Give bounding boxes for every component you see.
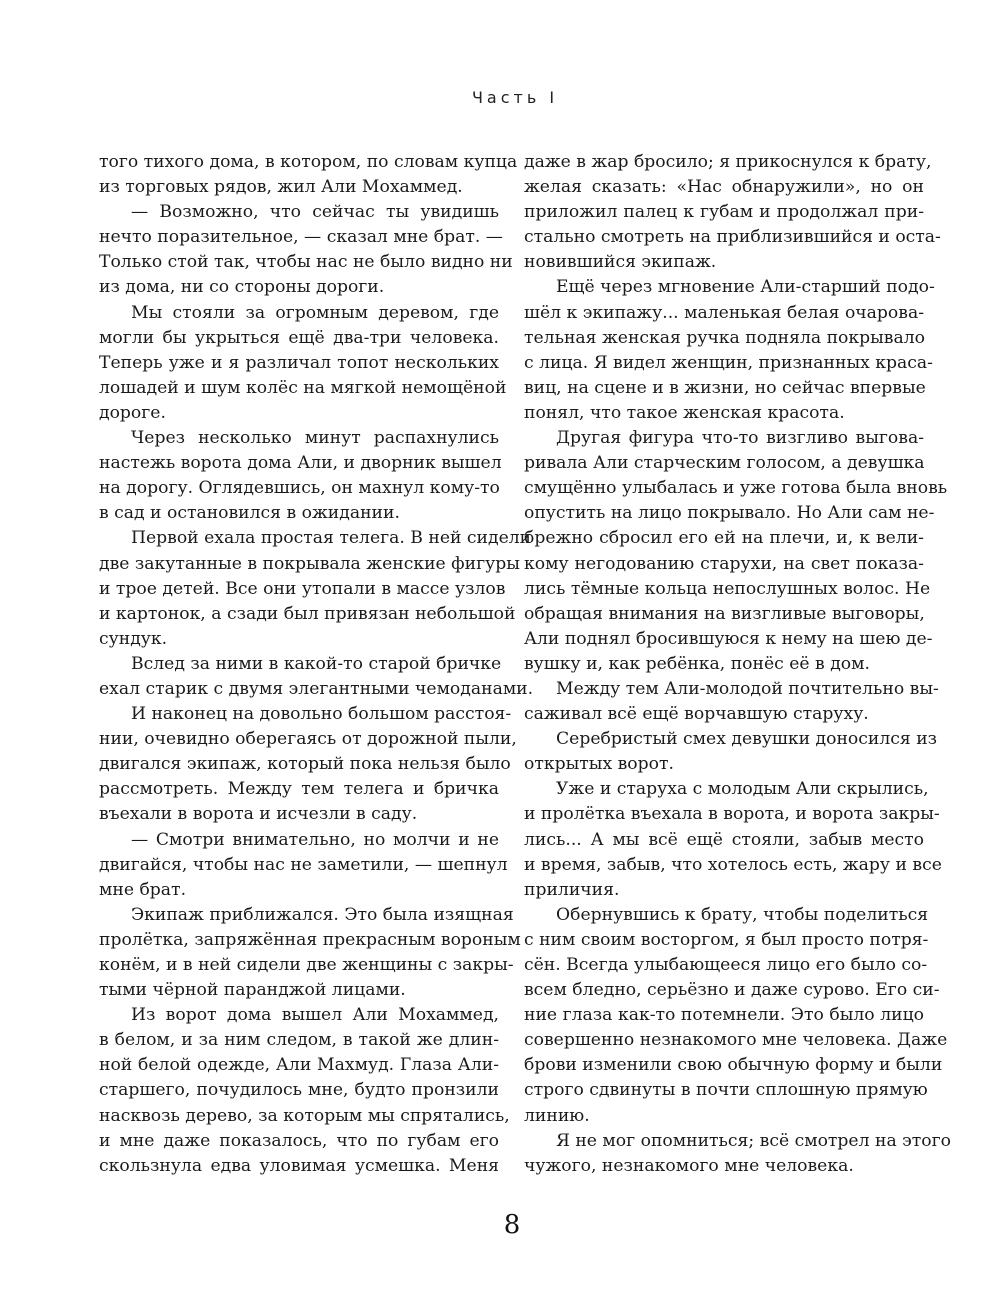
running-head: Часть I [471, 88, 559, 107]
text-line: мне брат. [99, 879, 187, 900]
text-line: и мне даже показалось, что по губам его [99, 1130, 499, 1151]
text-line: всем бледно, серьёзно и даже сурово. Его си- [524, 980, 940, 1001]
text-line: И наконец на довольно большом расстоя- [131, 704, 512, 725]
text-line: и пролётка въехала в ворота, и ворота закры- [524, 804, 940, 825]
text-line: насквозь дерево, за которым мы спрятались, [99, 1105, 510, 1126]
text-line: с ним своим восторгом, я был просто потря- [524, 929, 929, 950]
text-line: сён. Всегда улыбающееся лицо его было со- [524, 955, 928, 975]
text-line: обращая внимания на визгливые выговоры, [524, 603, 925, 624]
text-line: Вслед за ними в какой-то старой бричке [131, 653, 502, 674]
text-line: две закутанные в покрывала женские фигуры [99, 553, 520, 574]
text-line: Экипаж приближался. Это была изящная [131, 904, 514, 925]
text-line: приложил палец к губам и продолжал при- [524, 202, 924, 223]
text-line: из дома, ни со стороны дороги. [99, 277, 385, 298]
text-line: ривала Али старческим голосом, а девушка [524, 453, 925, 474]
text-line: лись тёмные кольца непослушных волос. Не [524, 578, 931, 599]
text-line: саживал всё ещё ворчавшую старуху. [524, 704, 869, 725]
text-line: Али поднял бросившуюся к нему на шею де- [524, 628, 933, 649]
text-line: открытых ворот. [524, 754, 674, 775]
text-line: въехали в ворота и исчезли в саду. [99, 804, 418, 825]
left-text-column [99, 150, 534, 1179]
text-line: с лица. Я видел женщин, признанных краса- [524, 352, 933, 373]
text-line: понял, что такое женская красота. [524, 402, 845, 423]
text-line: двигался экипаж, который пока нельзя было [99, 754, 511, 775]
text-line: рассмотреть. Между тем телега и бричка [99, 779, 499, 800]
text-line: вушку и, как ребёнка, понёс её в дом. [524, 653, 870, 674]
text-line: в белом, и за ним следом, в такой же длин- [99, 1030, 499, 1051]
text-line: Первой ехала простая телега. В ней сидели [131, 528, 532, 549]
text-line: линию. [524, 1105, 590, 1126]
text-line: брежно сбросил его ей на плечи, и, к вели- [524, 528, 924, 549]
text-line: шёл к экипажу... маленькая белая очарова- [524, 302, 924, 323]
text-line: нечто поразительное, — сказал мне брат. — [99, 227, 503, 248]
text-line: Теперь уже и я различал топот нескольких [99, 352, 499, 373]
text-line: в сад и остановился в ожидании. [99, 503, 400, 524]
text-line: Только стой так, чтобы нас не было видно ни [99, 252, 513, 273]
text-line: тыми чёрной паранджой лицами. [99, 980, 406, 1001]
text-line: Из ворот дома вышел Али Мохаммед, [131, 1005, 499, 1026]
text-line: опустить на лицо покрывало. Но Али сам не- [524, 503, 935, 524]
text-line: Между тем Али-молодой почтительно вы- [556, 678, 939, 699]
text-line: лошадей и шум колёс на мягкой немощёной [99, 377, 507, 398]
text-line: Другая фигура что-то визгливо выгова- [556, 428, 924, 449]
text-line: лись... А мы всё ещё стояли, забыв место [524, 829, 924, 850]
text-line: того тихого дома, в котором, по словам купца [99, 152, 518, 172]
text-line: даже в жар бросило; я прикоснулся к брату, [524, 152, 932, 172]
text-line: на дорогу. Оглядевшись, он махнул кому-то [99, 478, 500, 499]
text-line: ехал старик с двумя элегантными чемоданами. [99, 678, 534, 699]
text-line: строго сдвинуты в почти сплошную прямую [524, 1080, 928, 1101]
text-line: стально смотреть на приблизившийся и оста- [524, 227, 941, 248]
text-line: чужого, незнакомого мне человека. [524, 1155, 854, 1176]
text-line: и картонок, а сзади был привязан небольшой [99, 603, 516, 624]
text-line: старшего, почудилось мне, будто пронзили [99, 1080, 499, 1101]
text-line: и трое детей. Все они утопали в массе узлов [99, 578, 506, 599]
text-line: из торговых рядов, жил Али Мохаммед. [99, 177, 463, 198]
text-line: пролётка, запряжённая прекрасным вороным [99, 929, 521, 950]
text-line: дороге. [99, 402, 166, 423]
text-line: настежь ворота дома Али, и дворник вышел [99, 453, 502, 474]
text-line: Я не мог опомниться; всё смотрел на этого [556, 1130, 951, 1151]
text-line: Через несколько минут распахнулись [131, 428, 499, 449]
text-line: Обернувшись к брату, чтобы поделиться [556, 904, 929, 925]
text-line: брови изменили свою обычную форму и были [524, 1055, 943, 1076]
text-line: ной белой одежде, Али Махмуд. Глаза Али- [99, 1055, 499, 1076]
text-line: сундук. [99, 628, 168, 649]
text-line: ние глаза как-то потемнели. Это было лицо [524, 1005, 924, 1026]
text-line: тельная женская ручка подняла покрывало [524, 327, 925, 348]
text-line: Серебристый смех девушки доносился из [556, 729, 938, 750]
text-line: новившийся экипаж. [524, 252, 717, 273]
text-line: совершенно незнакомого мне человека. Даже [524, 1030, 948, 1051]
text-line: Мы стояли за огромным деревом, где [131, 302, 499, 323]
text-line: кому негодованию старухи, на свет показа- [524, 553, 924, 574]
page-number: 8 [503, 1210, 521, 1240]
text-line: виц, на сцене и в жизни, но сейчас впервые [524, 377, 926, 398]
text-line: конём, и в ней сидели две женщины с закры- [99, 955, 514, 975]
text-line: смущённо улыбалась и уже готова была вновь [524, 478, 948, 499]
text-line: — Смотри внимательно, но молчи и не [131, 829, 499, 850]
text-line: скользнула едва уловимая усмешка. Меня [99, 1155, 499, 1176]
right-text-column [524, 150, 951, 1179]
text-line: желая сказать: «Нас обнаружили», но он [524, 177, 924, 198]
text-line: Уже и старуха с молодым Али скрылись, [556, 779, 929, 800]
text-line: и время, забыв, что хотелось есть, жару и все [524, 854, 942, 875]
text-line: могли бы укрыться ещё два-три человека. [99, 327, 499, 348]
text-line: — Возможно, что сейчас ты увидишь [131, 202, 499, 223]
text-line: двигайся, чтобы нас не заметили, — шепнул [99, 854, 508, 875]
text-line: нии, очевидно оберегаясь от дорожной пыли, [99, 729, 517, 750]
text-line: Ещё через мгновение Али-старший подо- [556, 277, 935, 298]
text-line: приличия. [524, 879, 620, 900]
